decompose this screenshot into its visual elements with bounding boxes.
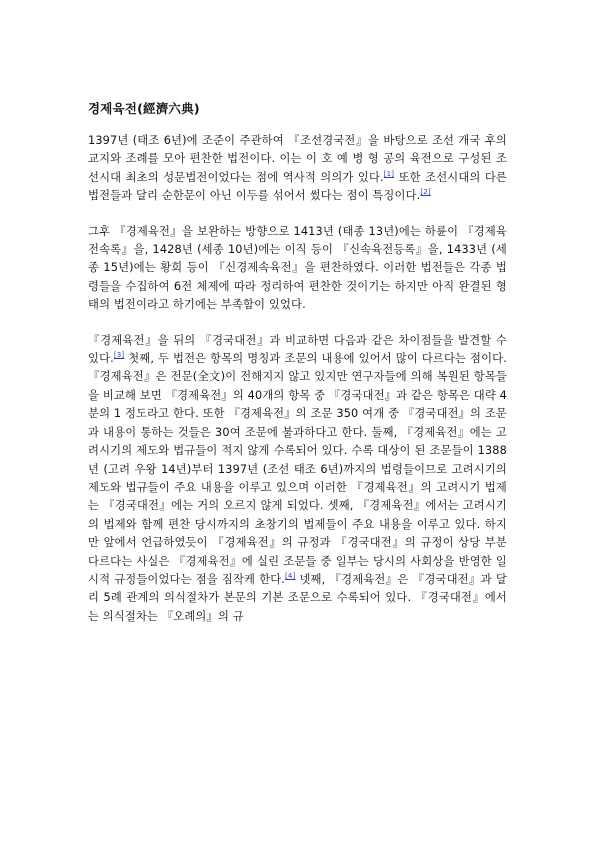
paragraph-3 xyxy=(88,332,507,627)
paragraph-2 xyxy=(88,223,507,315)
paragraph-1 xyxy=(88,132,507,206)
footnote-link[interactable]: [2] xyxy=(420,188,431,197)
paragraph-text: 넷째, 『경제육전』은 『경국대전』과 달리 5례 관계의 의식절차가 본문의 기본 조문으로 수록되어 있다. 『경국대전』에서는 의식절차는 『오례의』의 규 xyxy=(88,572,507,623)
paragraph-text: 첫째, 두 법전은 항목의 명칭과 조문의 내용에 있어서 많이 다르다는 점이다. 『경제육전』은 전문(全文)이 전해지지 않고 있지만 연구자들에 의해 복원된 항목들을 비교해 보면 『경제육전』의 40개의 항목 중 『경국대전』과 같은 항목은 대략 4분의 1 정도라고 한다. 또한 『경제육전』의 조문 350 여개 중 『경국대전』의 조문과 내용이 통하는 것들은 30여 조문에 불과하다고 한다. 둘째, 『경제육전』에는 고려시기의 제도와 법규들이 적지 않게 수록되어 있다. 수록 대상이 된 조문들이 1388년 (고려 우왕 14년)부터 1397년 (조선 태조 6년)까지의 법령들이므로 고려시기의 제도와 법규들이 주요 내용을 이루고 있으며 이러한 『경제육전』의 고려시기 법제는 『경국대전』에는 거의 오르지 않게 되었다. 셋째, 『경제육전』에서는 고려시기의 법제와 함께 편찬 당시까지의 초창기의 법제들이 주요 내용을 이루고 있다. 하지만 앞에서 언급하였듯이 『경제육전』의 규정과 『경국대전』의 규정이 상당 부분 다르다는 사실은 『경제육전』에 실린 조문들 중 일부는 당시의 사회상을 반영한 일시적 규정들이었다는 점을 짐작케 한다. xyxy=(88,352,507,586)
document-title: 경제육전(經濟六典) xyxy=(88,101,200,116)
paragraph-text: 그후 『경제육전』을 보완하는 방향으로 1413년 (태종 13년)에는 하륜이 『경제육전속록』을, 1428년 (세종 10년)에는 이직 등이 『신속육전등록』을, 1433년 (세종 15년)에는 황희 등이 『신경제속육전』을 편찬하였다. 이러한 법전들은 각종 법령들을 수집하여 6전 체제에 따라 정리하여 편찬한 것이기는 하지만 아직 완결된 형태의 법전이라고 하기에는 부족함이 있었다. xyxy=(88,224,507,312)
document-body xyxy=(88,100,507,643)
footnote-link[interactable]: [3] xyxy=(113,351,125,360)
paragraph-text: 1397년 (태조 6년)에 조준이 주관하여 『조선경국전』을 바탕으로 조선 개국 후의 교지와 조례를 모아 편찬한 법전이다. 이는 이 호 예 병 형 공의 육전으로 구성된 조선시대 최초의 성문법전이었다는 점에 역사적 의의가 있다. xyxy=(88,134,507,184)
paragraph-text: 또한 조선시대의 다른 법전들과 달리 순한문이 아닌 이두를 섞어서 썼다는 점이 특징이다. xyxy=(88,170,507,203)
footnote-link[interactable]: [4] xyxy=(285,572,296,581)
footnote-link[interactable]: [1] xyxy=(383,170,395,179)
paragraph-text: 『경제육전』을 뒤의 『경국대전』과 비교하면 다음과 같은 차이점들을 발견할 수 있다. xyxy=(88,333,507,366)
